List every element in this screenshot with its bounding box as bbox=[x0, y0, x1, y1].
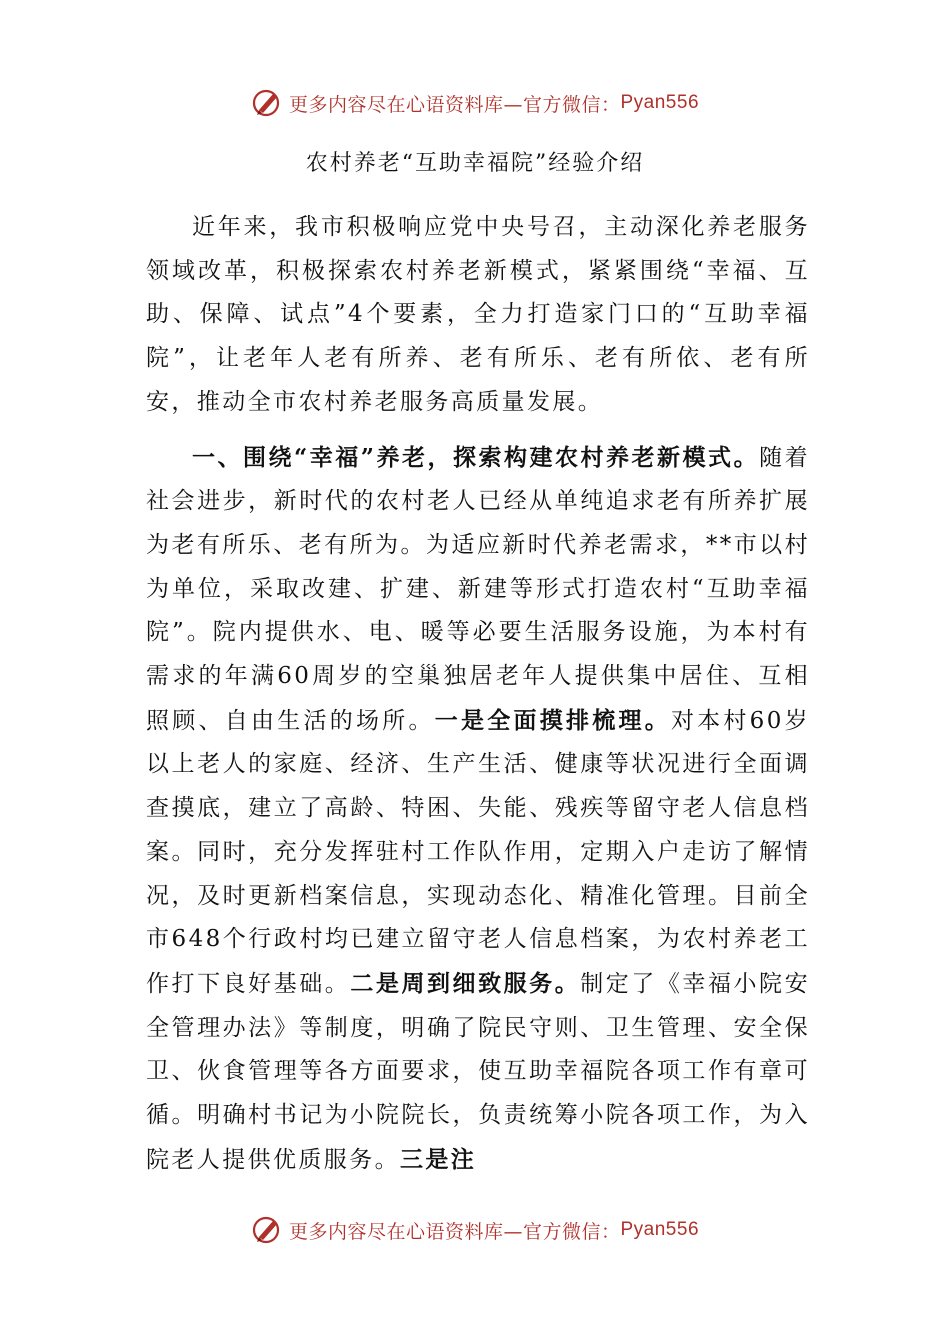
subheading-3: 三是注 bbox=[400, 1145, 477, 1173]
pen-logo-icon bbox=[251, 1213, 285, 1247]
section-text-1: 随着社会进步，新时代的农村老人已经从单纯追求老有所养扩展为老有所乐、老有所为。为适应新时代养老需求，**市以村为单位，采取改建、扩建、新建等形式打造农村“互助幸福院”。院内提供水、电、暖等必要生活服务设施，为本村有需求的年满60周岁的空巢独居老年人提供集中居住、互相照顾、自由生活的场所。 bbox=[146, 444, 810, 734]
paragraph-section-one bbox=[146, 436, 810, 1183]
subheading-1: 一是全面摸排梳理。 bbox=[434, 706, 671, 734]
watermark-text: 更多内容尽在心语资料库—官方微信： bbox=[288, 93, 621, 116]
subheading-2: 二是周到细致服务。 bbox=[350, 969, 581, 997]
section-text-3: 制定了《幸福小院安全管理办法》等制度，明确了院民守则、卫生管理、安全保卫、伙食管理等各方面要求，使互助幸福院各项工作有章可循。明确村书记为小院院长，负责统筹小院各项工作，为入院老人提供优质服务。 bbox=[146, 970, 810, 1173]
footer-watermark bbox=[0, 1213, 950, 1247]
section-text-2: 对本村60岁以上老人的家庭、经济、生产生活、健康等状况进行全面调查摸底，建立了高龄、特困、失能、残疾等留守老人信息档案。同时，充分发挥驻村工作队作用，定期入户走访了解情况，及时更新档案信息，实现动态化、精准化管理。目前全市648个行政村均已建立留守老人信息档案，为农村养老工作打下良好基础。 bbox=[146, 707, 810, 997]
paragraph-intro: 近年来，我市积极响应党中央号召，主动深化养老服务领域改革，积极探索农村养老新模式，紧紧围绕“幸福、互助、保障、试点”4个要素，全力打造家门口的“互助幸福院”，让老年人老有所养、老有所乐、老有所依、老有所安，推动全市农村养老服务高质量发展。 bbox=[146, 214, 810, 415]
pen-logo-icon bbox=[251, 86, 285, 120]
watermark-id: Pyan556 bbox=[620, 1219, 700, 1240]
document-title: 农村养老“互助幸福院”经验介绍 bbox=[305, 151, 645, 176]
header-watermark bbox=[0, 86, 950, 120]
section-heading: 一、围绕“幸福”养老，探索构建农村养老新模式。 bbox=[192, 443, 760, 471]
article-body bbox=[146, 206, 810, 1182]
watermark-id: Pyan556 bbox=[620, 92, 700, 113]
watermark-text: 更多内容尽在心语资料库—官方微信： bbox=[288, 1220, 621, 1243]
